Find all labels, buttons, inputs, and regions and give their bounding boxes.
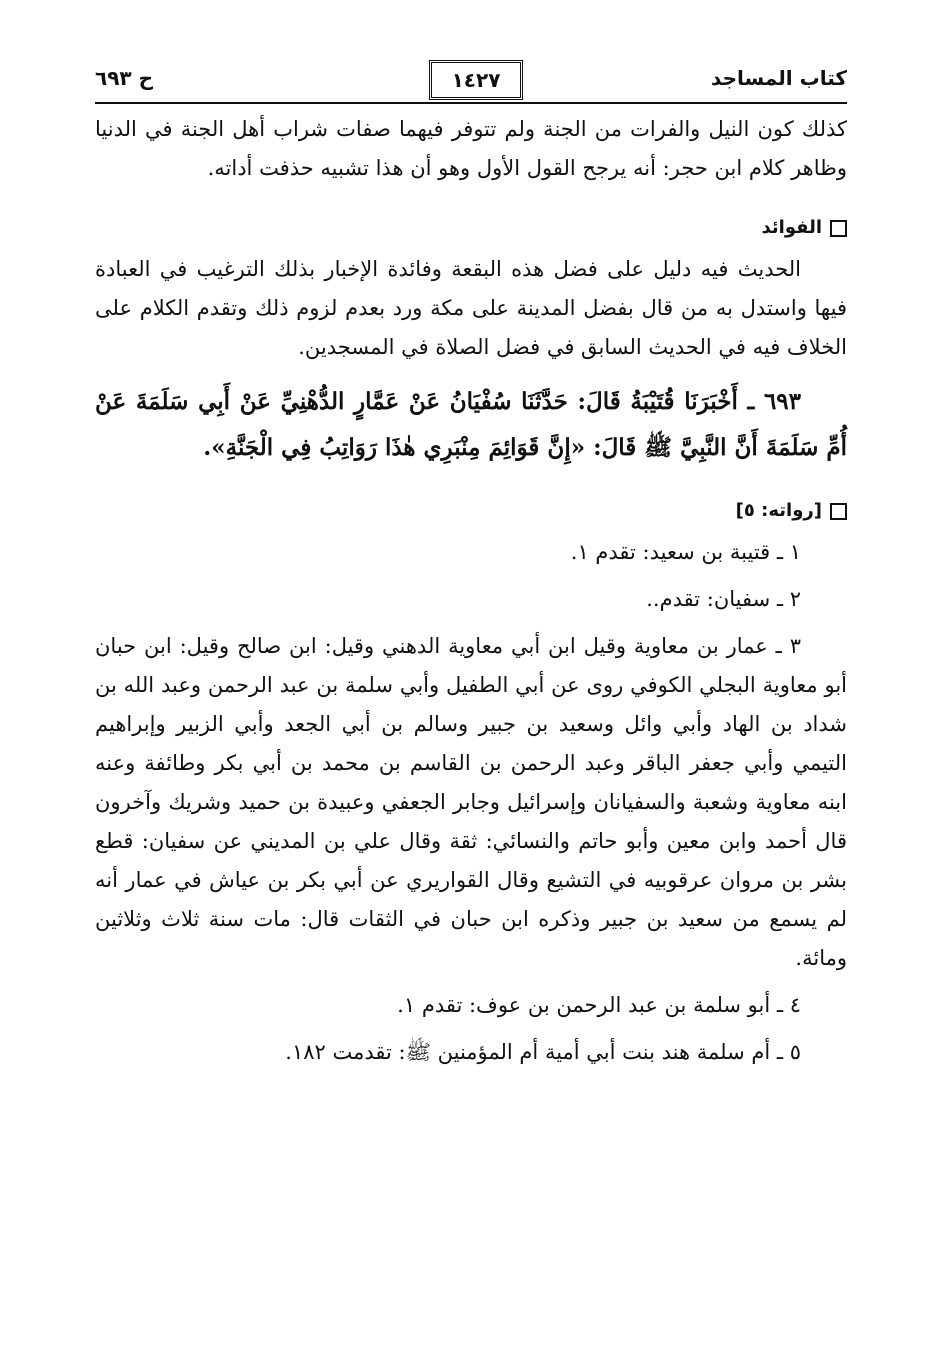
intro-paragraph: كذلك كون النيل والفرات من الجنة ولم تتوفر فيهما صفات شراب أهل الجنة في الدنيا وظاهر كلام ابن حجر: أنه يرجح القول الأول وهو أن هذا تشبيه حذفت أداته. bbox=[95, 117, 847, 180]
hadith-reference: ح ٦٩٣ bbox=[95, 66, 154, 90]
document-page bbox=[95, 60, 847, 1072]
narrator-item: ٢ ـ سفيان: تقدم.. bbox=[646, 587, 801, 611]
benefits-heading-label: الفوائد bbox=[761, 217, 822, 238]
benefits-paragraph: الحديث فيه دليل على فضل هذه البقعة وفائدة الإخبار بذلك الترغيب في العبادة فيها واستدل به من قال بفضل المدينة على مكة ورد بعدم لزوم ذلك وتقدم الكلام على الخلاف فيه في الحديث السابق في فضل الصلاة في المسجدين. bbox=[95, 257, 847, 359]
narrators-heading-label: [رواته: ٥] bbox=[735, 500, 822, 521]
narrator-item: ١ ـ قتيبة بن سعيد: تقدم ١. bbox=[570, 540, 801, 564]
hadith-text: ٦٩٣ ـ أَخْبَرَنَا قُتَيْبَةُ قَالَ: حَدَّثَنَا سُفْيَانُ عَنْ عَمَّارٍ الدُّهْنِيِّ عَنْ أَبِي سَلَمَةَ عَنْ أُمِّ سَلَمَةَ أَنَّ النَّبِيَّ ﷺ قَالَ: «إِنَّ قَوَائِمَ مِنْبَرِي هٰذَا رَوَاتِبُ فِي الْجَنَّةِ». bbox=[95, 388, 847, 461]
benefits-heading bbox=[95, 212, 847, 244]
narrators-heading bbox=[95, 495, 847, 527]
narrator-item: ٤ ـ أبو سلمة بن عبد الرحمن بن عوف: تقدم ١. bbox=[397, 993, 801, 1017]
square-bullet-icon bbox=[830, 503, 847, 520]
page-header bbox=[95, 60, 847, 102]
header-divider bbox=[95, 102, 847, 104]
book-title: كتاب المساجد bbox=[711, 66, 847, 90]
square-bullet-icon bbox=[830, 220, 847, 237]
page-number: ١٤٢٧ bbox=[429, 60, 523, 100]
narrator-item: ٣ ـ عمار بن معاوية وقيل ابن أبي معاوية الدهني وقيل: ابن صالح وقيل: ابن حبان أبو معاوية البجلي الكوفي روى عن أبي الطفيل وأبي سلمة بن عبد الرحمن وعبد الله بن شداد بن الهاد وأبي وائل وسعيد بن جبير وسالم بن أبي الجعد وأبي الزبير وإبراهيم التيمي وأبي جعفر الباقر وعبد الرحمن بن القاسم بن محمد بن أبي بكر وطائفة وعنه ابنه معاوية وشعبة والسفيانان وإسرائيل وجابر الجعفي وعبيدة بن حميد وشريك وآخرون قال أحمد وابن معين وأبو حاتم والنسائي: ثقة وقال علي بن المديني عن سفيان: قطع بشر بن مروان عرقوبيه في التشيع وقال القواريري عن أبي بكر بن عياش في عمار أنه لم يسمع من سعيد بن جبير وذكره ابن حبان في الثقات قال: مات سنة ثلاث وثلاثين ومائة. bbox=[95, 634, 847, 970]
narrator-item: ٥ ـ أم سلمة هند بنت أبي أمية أم المؤمنين ﷺ: تقدمت ١٨٢. bbox=[285, 1040, 801, 1064]
